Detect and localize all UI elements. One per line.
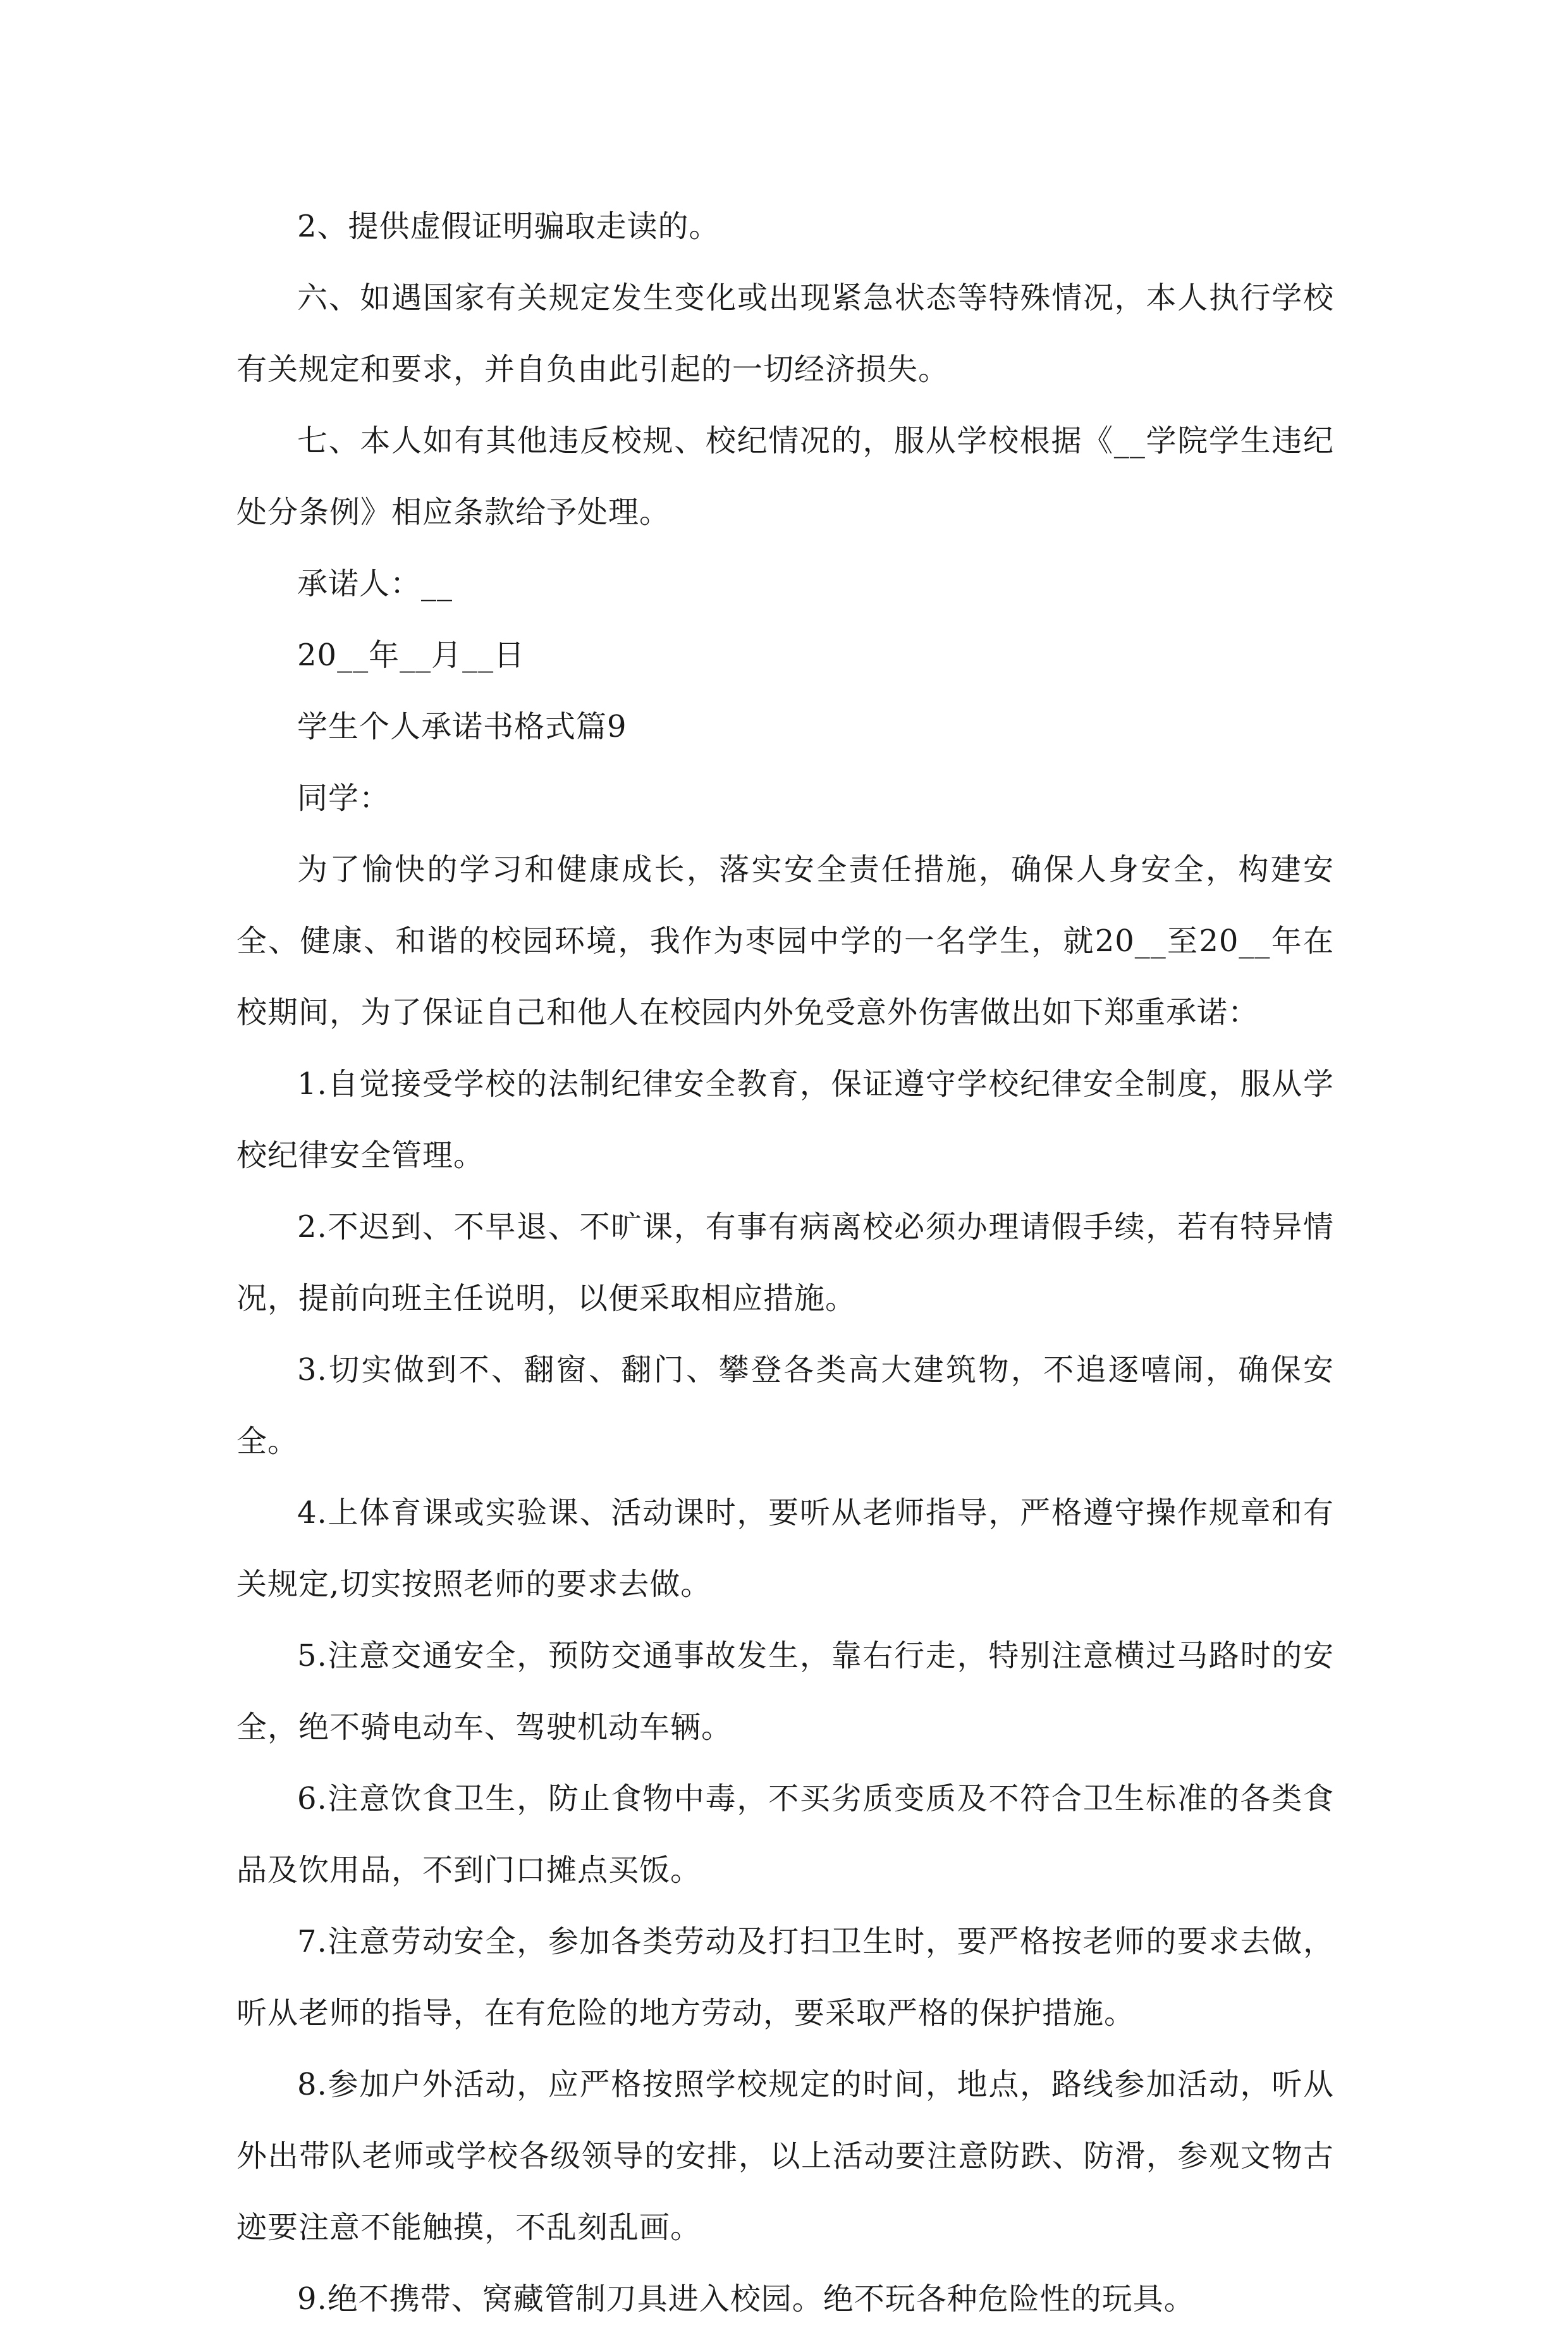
intro-paragraph: 为了愉快的学习和健康成长，落实安全责任措施，确保人身安全，构建安全、健康、和谐的校园环境，我作为枣园中学的一名学生，就20__至20__年在校期间，为了保证自己和他人在校园内外免受意外伤害做出如下郑重承诺： — [236, 852, 1334, 1030]
section-title: 学生个人承诺书格式篇9 — [297, 709, 627, 744]
document-body — [236, 191, 1334, 2335]
paragraph-item-2: 2、提供虚假证明骗取走读的。 — [297, 209, 720, 244]
pledge-item-6: 6.注意饮食卫生，防止食物中毒，不买劣质变质及不符合卫生标准的各类食品及饮用品，不到门口摊点买饭。 — [236, 1781, 1334, 1888]
paragraph-clause-7: 七、本人如有其他违反校规、校纪情况的，服从学校根据《__学院学生违纪处分条例》相应条款给予处理。 — [236, 423, 1334, 530]
salutation: 同学： — [297, 780, 391, 816]
pledge-item-4: 4.上体育课或实验课、活动课时，要听从老师指导，严格遵守操作规章和有关规定,切实按照老师的要求去做。 — [236, 1495, 1334, 1602]
date-line: 20__年__月__日 — [297, 638, 525, 673]
pledge-item-1: 1.自觉接受学校的法制纪律安全教育，保证遵守学校纪律安全制度，服从学校纪律安全管理。 — [236, 1066, 1334, 1173]
pledge-item-3: 3.切实做到不、翻窗、翻门、攀登各类高大建筑物，不追逐嘻闹，确保安全。 — [236, 1352, 1334, 1459]
pledge-item-9: 9.绝不携带、窝藏管制刀具进入校园。绝不玩各种危险性的玩具。 — [297, 2281, 1195, 2317]
pledge-item-2: 2.不迟到、不早退、不旷课，有事有病离校必须办理请假手续，若有特异情况，提前向班主任说明，以便采取相应措施。 — [236, 1209, 1334, 1316]
pledge-item-8: 8.参加户外活动，应严格按照学校规定的时间，地点，路线参加活动，听从外出带队老师或学校各级领导的安排，以上活动要注意防跌、防滑，参观文物古迹要注意不能触摸，不乱刻乱画。 — [236, 2067, 1334, 2245]
promisor-signature-line: 承诺人：__ — [297, 566, 453, 601]
pledge-item-5: 5.注意交通安全，预防交通事故发生，靠右行走，特别注意横过马路时的安全，绝不骑电动车、驾驶机动车辆。 — [236, 1638, 1334, 1745]
pledge-item-7: 7.注意劳动安全，参加各类劳动及打扫卫生时，要严格按老师的要求去做，听从老师的指导，在有危险的地方劳动，要采取严格的保护措施。 — [236, 1924, 1334, 2031]
paragraph-clause-6: 六、如遇国家有关规定发生变化或出现紧急状态等特殊情况，本人执行学校有关规定和要求，并自负由此引起的一切经济损失。 — [236, 280, 1334, 387]
